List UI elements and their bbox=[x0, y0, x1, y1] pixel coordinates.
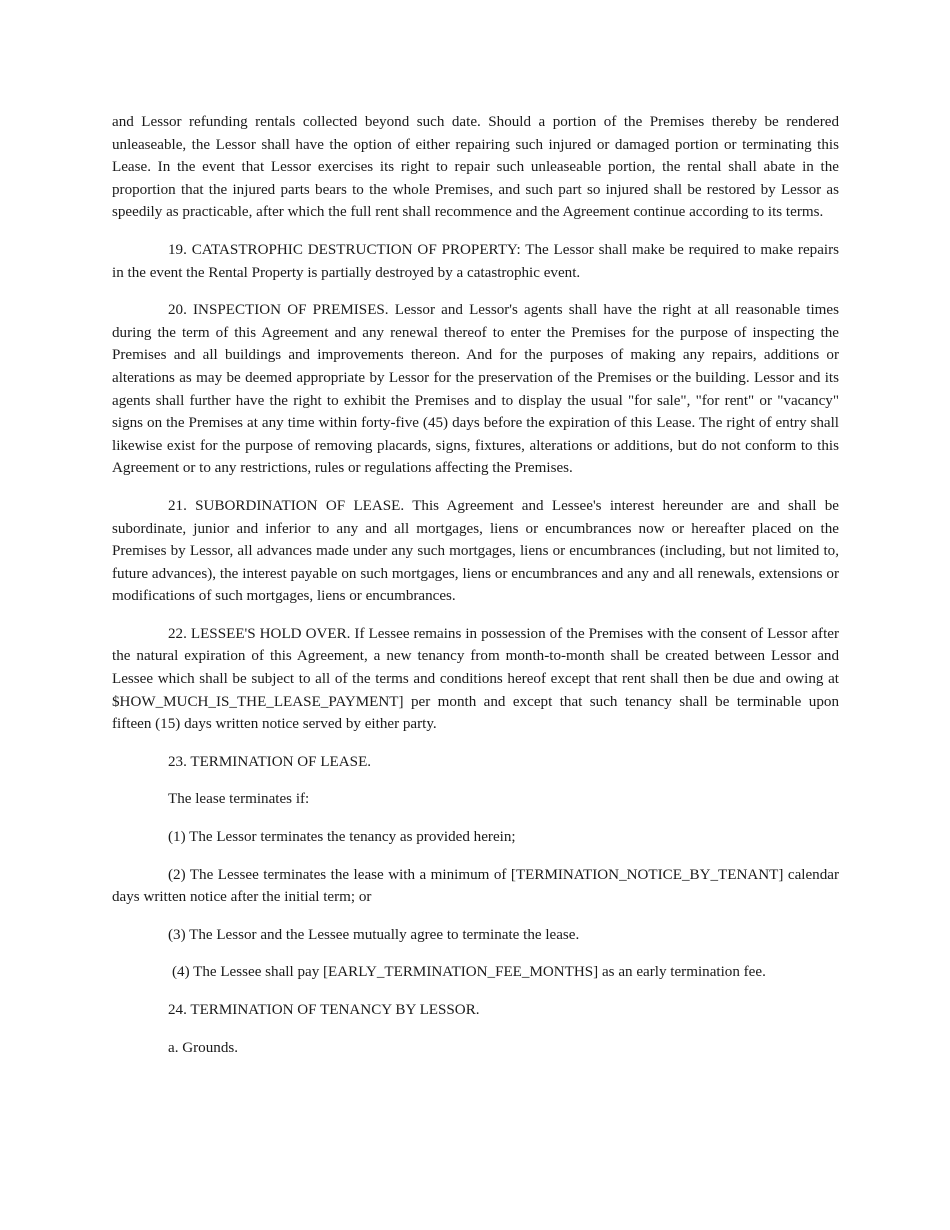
paragraph-20-inspection-of-premises: 20. INSPECTION OF PREMISES. Lessor and Lessor's agents shall have the right at all reasonable times during the term of this Agreement and any renewal thereof to enter the Premises for the purpose of inspecting the Premises and all buildings and improvements thereon. And for the purposes of making any repairs, additions or alterations as may be deemed appropriate by Lessor for the preservation of the Premises or the building. Lessor and its agents shall further have the right to exhibit the Premises and to display the usual "for sale", "for rent" or "vacancy" signs on the Premises at any time within forty-five (45) days before the expiration of this Lease. The right of entry shall likewise exist for the purpose of removing placards, signs, fixtures, alterations or additions, but do not conform to this Agreement or to any restrictions, rules or regulations affecting the Premises. bbox=[112, 302, 839, 477]
list-item-termination-2: (2) The Lessee terminates the lease with a minimum of [TERMINATION_NOTICE_BY_TENANT] calendar days written notice after the initial term; or bbox=[112, 866, 839, 906]
paragraph-destruction-continued: and Lessor refunding rentals collected beyond such date. Should a portion of the Premises thereby be rendered unleaseable, the Lessor shall have the option of either repairing such injured or damaged portion or terminating this Lease. In the event that Lessor exercises its right to repair such unleaseable portion, the rental shall abate in the proportion that the injured parts bears to the whole Premises, and such part so injured shall be restored by Lessor as speedily as practicable, after which the full rent shall recommence and the Agreement continue according to its terms. bbox=[112, 114, 839, 221]
paragraph-lease-terminates-if: The lease terminates if: bbox=[168, 791, 310, 808]
paragraph-21-subordination-of-lease: 21. SUBORDINATION OF LEASE. This Agreement and Lessee's interest hereunder are and shall be subordinate, junior and inferior to any and all mortgages, liens or encumbrances now or hereafter placed on the Premises by Lessor, all advances made under any such mortgages, liens or encumbrances (including, but not limited to, future advances), the interest payable on such mortgages, liens or encumbrances and any and all renewals, extensions or modifications of such mortgages, liens or encumbrances. bbox=[112, 497, 839, 605]
document-page bbox=[112, 111, 839, 1074]
list-item-termination-1: (1) The Lessor terminates the tenancy as provided herein; bbox=[168, 829, 516, 846]
list-item-termination-4: (4) The Lessee shall pay [EARLY_TERMINATION_FEE_MONTHS] as an early termination fee. bbox=[172, 964, 766, 981]
paragraph-19-catastrophic-destruction: 19. CATASTROPHIC DESTRUCTION OF PROPERTY: The Lessor shall make be required to make repairs in the event the Rental Property is partially destroyed by a catastrophic event. bbox=[112, 241, 839, 281]
paragraph-22-lessee-hold-over: 22. LESSEE'S HOLD OVER. If Lessee remains in possession of the Premises with the consent of Lessor after the natural expiration of this Agreement, a new tenancy from month-to-month shall be created between Lessor and Lessee which shall be subject to all of the terms and conditions hereof except that rent shall then be due and owing at $HOW_MUCH_IS_THE_LEASE_PAYMENT] per month and except that such tenancy shall be terminable upon fifteen (15) days written notice served by either party. bbox=[112, 625, 839, 733]
heading-23-termination-of-lease: 23. TERMINATION OF LEASE. bbox=[168, 753, 372, 770]
heading-24-termination-by-lessor: 24. TERMINATION OF TENANCY BY LESSOR. bbox=[168, 1002, 480, 1018]
subheading-grounds: a. Grounds. bbox=[168, 1039, 239, 1056]
list-item-termination-3: (3) The Lessor and the Lessee mutually agree to terminate the lease. bbox=[168, 926, 580, 943]
